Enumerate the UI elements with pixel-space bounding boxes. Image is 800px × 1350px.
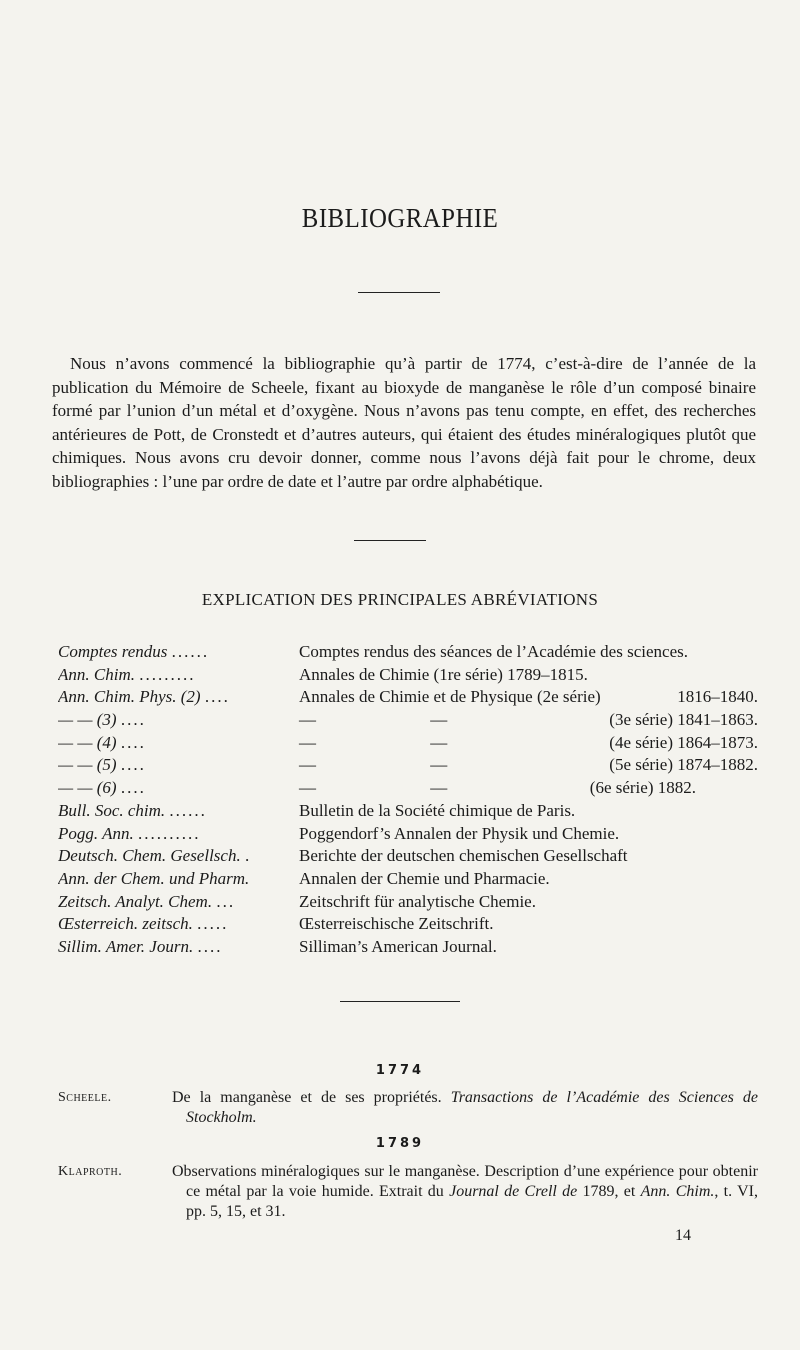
- abbr-key: — — (5): [58, 755, 117, 775]
- abbr-value: Annales de Chimie (1re série) 1789–1815.: [299, 664, 588, 684]
- entry-author: Scheele.: [58, 1090, 112, 1105]
- abbr-key: Ann. Chim. Phys. (2): [58, 687, 201, 707]
- abbr-dots: ....: [120, 732, 146, 752]
- abbr-row: [58, 936, 758, 959]
- abbr-value: Œsterreischische Zeitschrift.: [299, 914, 494, 934]
- abbr-row: [58, 686, 758, 709]
- abbr-range: 1816–1840.: [677, 687, 758, 707]
- abbr-range: (4e série) 1864–1873.: [609, 732, 758, 752]
- bibliography-entry: [58, 1088, 758, 1128]
- abbr-dots: ....: [120, 710, 146, 730]
- abbr-key: Deutsch. Chem. Gesellsch.: [58, 846, 241, 866]
- abbr-row: [58, 664, 758, 687]
- entry-source: Transactions de l’Académie des Sciences de Stockholm.: [186, 1089, 758, 1126]
- abbr-dots: .....: [197, 914, 229, 934]
- abbr-range: (3e série) 1841–1863.: [609, 710, 758, 730]
- abbr-value: Comptes rendus des séances de l’Académie des sciences.: [299, 642, 688, 661]
- abbr-row: [58, 845, 758, 868]
- intro-paragraph: Nous n’avons commencé la bibliographie qu’à partir de 1774, c’est-à-dire de l’année de la publication du Mémoire de Scheele, fixant au bioxyde de manganèse le rôle d’un composé binaire formé par l’union d’un métal et d’oxygène. Nous n’avons pas tenu compte, en effet, des recherches antérieures de Pott, de Cronstedt et d’autres auteurs, qui étaient des études minéralogiques plutôt que chimiques. Nous avons cru devoir donner, comme nous l’avons déjà fait pour le chrome, deux bibliographies : l’une par ordre de date et l’autre par ordre alphabétique.: [52, 354, 756, 491]
- abbr-value: — —: [299, 755, 448, 775]
- abbreviations-table: [58, 641, 758, 959]
- year-heading: 1774: [375, 1063, 425, 1078]
- abbr-key: Ann. Chim.: [58, 664, 135, 684]
- abbr-key: Zeitsch. Analyt. Chem.: [58, 891, 213, 911]
- abbr-key: Sillim. Amer. Journ.: [58, 936, 194, 956]
- abbr-dots: ...: [216, 891, 236, 911]
- abbr-dots: .........: [139, 664, 196, 684]
- abbr-range: (6e série) 1882.: [589, 778, 696, 798]
- abbr-dots: ....: [204, 687, 230, 707]
- abbr-row: [58, 754, 758, 777]
- title-rule: [358, 292, 440, 293]
- abbr-value: Zeitschrift für analytische Chemie.: [299, 891, 536, 911]
- abbr-dots: .: [244, 846, 252, 866]
- abbr-row: [58, 800, 758, 823]
- bibliography-entry: [58, 1162, 758, 1222]
- abbr-dots: ....: [120, 755, 146, 775]
- abbr-row: [58, 913, 758, 936]
- abbr-value: Bulletin de la Société chimique de Paris.: [299, 800, 576, 820]
- intro-rule: [354, 540, 426, 541]
- abbr-row: [58, 868, 758, 891]
- abbreviations-rule: [340, 1001, 460, 1002]
- abbr-value: Annales de Chimie et de Physique (2e série): [299, 687, 601, 707]
- page-number: 14: [675, 1227, 691, 1244]
- entry-text: , t. VI, pp. 5, 15, et 31.: [186, 1183, 759, 1220]
- abbr-dots: ......: [171, 642, 210, 661]
- abbr-key: Bull. Soc. chim.: [58, 800, 166, 820]
- entry-text: 1789, et: [577, 1183, 641, 1200]
- abbr-key: Comptes rendus: [58, 642, 168, 661]
- abbr-dots: ....: [120, 778, 146, 798]
- entry-text: De la manganèse et de ses propriétés.: [172, 1089, 451, 1106]
- abbr-dots: ....: [197, 936, 223, 956]
- abbr-key: Pogg. Ann.: [58, 823, 134, 843]
- abbr-row: [58, 641, 758, 664]
- abbr-row: [58, 777, 758, 800]
- entry-text: Observations minéralogiques sur le manganèse. Description d’une expérience pour obtenir ce métal par la voie humide. Extrait du: [172, 1163, 758, 1200]
- abbr-key: — — (3): [58, 710, 117, 730]
- abbr-row: [58, 891, 758, 914]
- entry-author: Klaproth.: [58, 1164, 123, 1179]
- abbr-key: — — (4): [58, 732, 117, 752]
- abbr-row: [58, 823, 758, 846]
- entry-source: Ann. Chim.: [640, 1183, 715, 1200]
- abbr-value: Silliman’s American Journal.: [299, 936, 497, 956]
- abbr-key: Œsterreich. zeitsch.: [58, 914, 193, 934]
- abbreviations-heading: EXPLICATION DES PRINCIPALES ABRÉVIATIONS: [201, 590, 599, 609]
- abbr-key: Ann. der Chem. und Pharm.: [58, 868, 250, 888]
- abbr-value: — —: [299, 732, 448, 752]
- abbr-value: Poggendorf’s Annalen der Physik und Chemie.: [299, 823, 620, 843]
- abbr-range: (5e série) 1874–1882.: [609, 755, 758, 775]
- abbr-dots: ..........: [137, 823, 201, 843]
- abbr-value: — —: [299, 710, 448, 730]
- entry-source: Journal de Crell de: [449, 1183, 578, 1200]
- abbr-value: Berichte der deutschen chemischen Gesellschaft: [299, 846, 628, 866]
- abbr-dots: ......: [169, 800, 207, 820]
- abbr-key: — — (6): [58, 778, 117, 798]
- page-title: BIBLIOGRAPHIE: [301, 203, 499, 233]
- year-heading: 1789: [375, 1136, 425, 1151]
- abbr-value: — —: [299, 778, 448, 798]
- abbr-row: [58, 732, 758, 755]
- abbr-row: [58, 709, 758, 732]
- abbr-value: Annalen der Chemie und Pharmacie.: [299, 868, 550, 888]
